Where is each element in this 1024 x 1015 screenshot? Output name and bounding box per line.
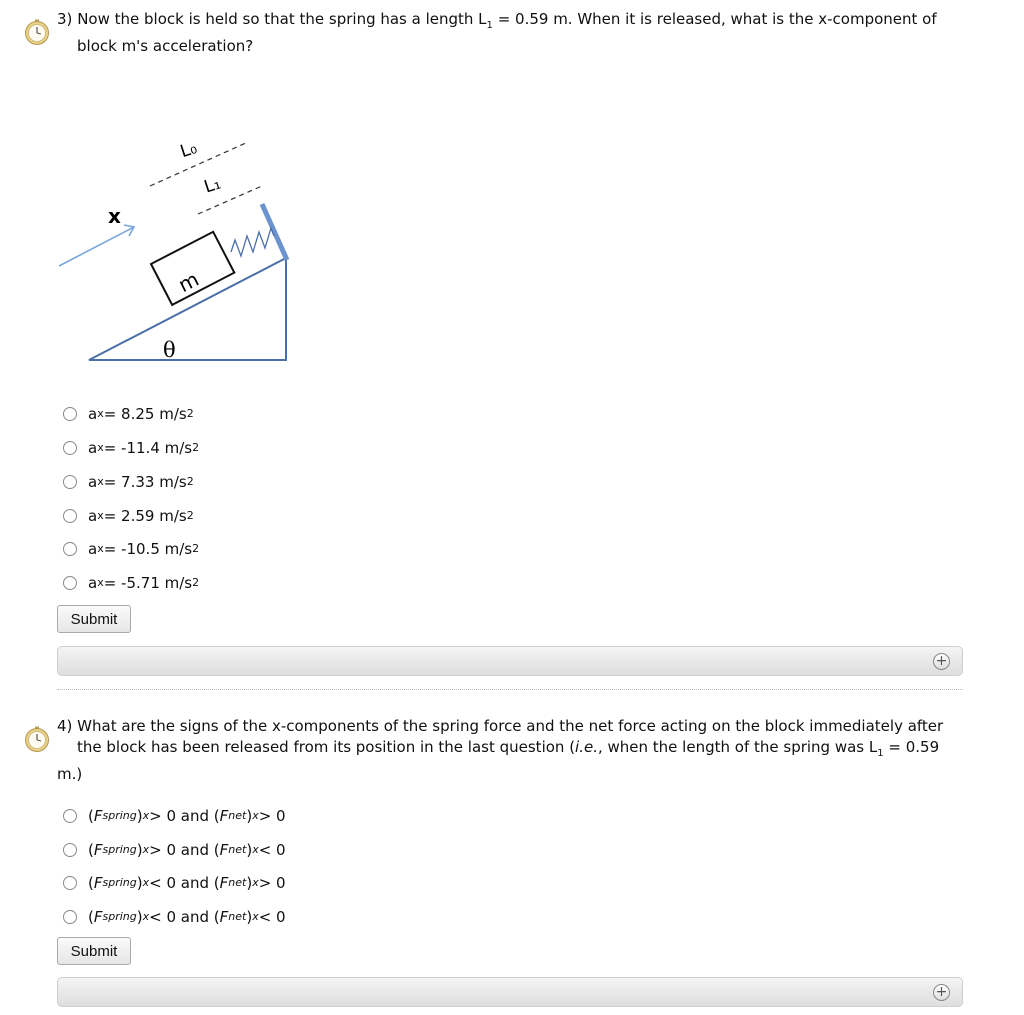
option-var: a — [88, 540, 98, 558]
q4-line2a: the block has been released from its position in the last question ( — [77, 738, 576, 756]
option-text: = 2.59 m/s — [103, 507, 187, 525]
radio-button[interactable] — [63, 910, 77, 924]
q4-line1: 4) What are the signs of the x-components of the spring force and the net force acting on the block immediately after — [57, 717, 944, 735]
radio-button[interactable] — [63, 542, 77, 556]
q3-line1-sub: 1 — [486, 20, 493, 31]
option-var: a — [88, 507, 98, 525]
f2: F — [219, 874, 229, 892]
q4-submit-button[interactable]: Submit — [57, 937, 131, 965]
q3-line2: block m's acceleration? — [77, 37, 254, 55]
q3-feedback-bar[interactable] — [57, 646, 963, 676]
q3-option-1[interactable]: a x = 8.25 m/s 2 — [63, 402, 194, 426]
rel1: < 0 and ( — [149, 874, 220, 892]
spring — [231, 228, 274, 256]
q4-line2-sub: 1 — [877, 748, 884, 759]
L1-label: L₁ — [201, 173, 224, 198]
L0-dash — [150, 142, 248, 186]
f1: F — [93, 841, 103, 859]
radio-button[interactable] — [63, 576, 77, 590]
rel2: < 0 — [258, 841, 286, 859]
option-text: = 7.33 m/s — [103, 473, 187, 491]
spring-wall — [262, 204, 287, 260]
f2: F — [219, 908, 229, 926]
option-var: a — [88, 439, 98, 457]
radio-button[interactable] — [63, 407, 77, 421]
q4-option-3[interactable]: ( F spring ) x < 0 and ( F net ) x > 0 — [63, 871, 286, 895]
q3-line1: Now the block is held so that the spring has a length L — [77, 10, 487, 28]
block — [151, 232, 234, 305]
q3-prompt — [57, 9, 937, 57]
rel1: < 0 and ( — [149, 908, 220, 926]
q3-submit-button[interactable]: Submit — [57, 605, 131, 633]
q4-line3: m.) — [57, 765, 83, 783]
x-label: x — [108, 204, 121, 228]
q3-option-3[interactable]: a x = 7.33 m/s 2 — [63, 470, 194, 494]
stopwatch-icon — [24, 726, 50, 752]
expand-plus-icon[interactable]: + — [933, 984, 950, 1001]
option-var: a — [88, 473, 98, 491]
radio-button[interactable] — [63, 509, 77, 523]
x-axis-arrow — [59, 227, 134, 266]
option-text: = -10.5 m/s — [103, 540, 193, 558]
rel2: > 0 — [258, 807, 286, 825]
rel1: > 0 and ( — [149, 841, 220, 859]
q3-line1-tail: = 0.59 m. When it is released, what is the x-component of — [492, 10, 937, 28]
stopwatch-icon — [24, 19, 50, 45]
q4-prompt — [57, 716, 957, 785]
option-var: a — [88, 405, 98, 423]
q4-option-2[interactable]: ( F spring ) x > 0 and ( F net ) x < 0 — [63, 838, 286, 862]
theta-label: θ — [163, 338, 176, 362]
rel2: > 0 — [258, 874, 286, 892]
q3-option-6[interactable]: a x = -5.71 m/s 2 — [63, 571, 199, 595]
radio-button[interactable] — [63, 843, 77, 857]
radio-button[interactable] — [63, 475, 77, 489]
L0-label: L₀ — [177, 138, 200, 163]
option-var: a — [88, 574, 98, 592]
f2: F — [219, 841, 229, 859]
option-text: = -5.71 m/s — [103, 574, 193, 592]
block-label: m — [174, 266, 203, 298]
q3-option-2[interactable]: a x = -11.4 m/s 2 — [63, 436, 199, 460]
q4-line2b: , when the length of the spring was L — [597, 738, 878, 756]
radio-button[interactable] — [63, 809, 77, 823]
q4-line2-tail: = 0.59 — [883, 738, 940, 756]
f2: F — [219, 807, 229, 825]
q4-ie: i.e. — [575, 738, 598, 756]
option-text: = -11.4 m/s — [103, 439, 193, 457]
rel2: < 0 — [258, 908, 286, 926]
rel1: > 0 and ( — [149, 807, 220, 825]
question-separator — [57, 689, 963, 690]
radio-button[interactable] — [63, 441, 77, 455]
q4-option-4[interactable]: ( F spring ) x < 0 and ( F net ) x < 0 — [63, 905, 286, 929]
option-text: = 8.25 m/s — [103, 405, 187, 423]
q4-option-1[interactable]: ( F spring ) x > 0 and ( F net ) x > 0 — [63, 804, 286, 828]
q4-feedback-bar[interactable] — [57, 977, 963, 1007]
f1: F — [93, 874, 103, 892]
q3-option-4[interactable]: a x = 2.59 m/s 2 — [63, 504, 194, 528]
expand-plus-icon[interactable]: + — [933, 653, 950, 670]
f1: F — [93, 908, 103, 926]
q3-number: 3) — [57, 10, 73, 28]
radio-button[interactable] — [63, 876, 77, 890]
incline-spring-diagram — [52, 128, 302, 368]
q3-option-5[interactable]: a x = -10.5 m/s 2 — [63, 537, 199, 561]
f1: F — [93, 807, 103, 825]
